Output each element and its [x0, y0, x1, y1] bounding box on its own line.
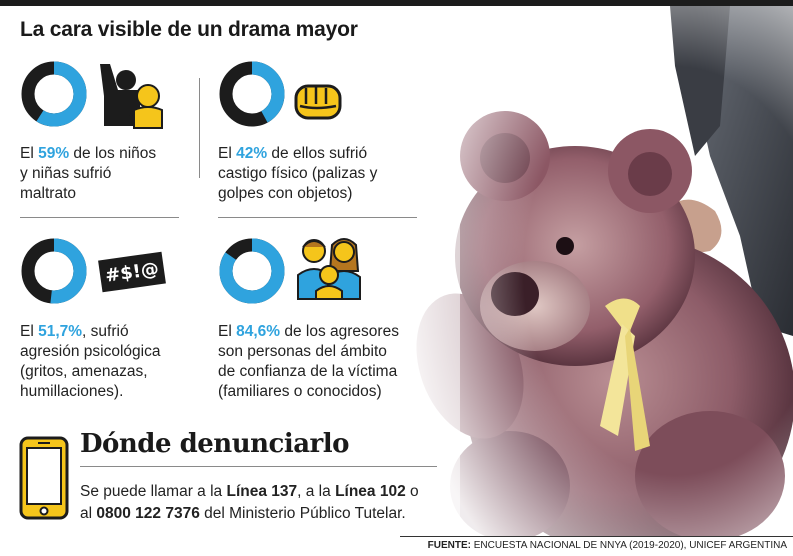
- stat-text: El 51,7%, sufrió agresión psicológica (gritos, amenazas, humillaciones).: [20, 323, 161, 400]
- horizontal-divider: [20, 217, 179, 218]
- donut-chart: [20, 237, 88, 305]
- hotline-0800: 0800 122 7376: [96, 505, 200, 522]
- teddy-bear-photo: [400, 6, 793, 536]
- fist-icon: [292, 80, 344, 124]
- family-icon: [294, 235, 364, 301]
- stat-text: El 59% de los niños y niñas sufrió maltrato: [20, 145, 157, 202]
- stat-text: El 84,6% de los agresores son personas del ámbito de confianza de la víctima (familiares o conocidos): [218, 323, 399, 400]
- stat-value: 42%: [236, 145, 268, 162]
- footer-rule: [400, 536, 793, 537]
- denuncia-rule: [80, 466, 437, 467]
- donut-chart: [218, 237, 286, 305]
- phone-icon: [19, 436, 69, 520]
- hotline-102: Línea 102: [335, 483, 406, 500]
- page-title: La cara visible de un drama mayor: [20, 18, 358, 41]
- donut-chart: [218, 60, 286, 128]
- denuncia-text: Se puede llamar a la Línea 137, a la Línea 102 o al 0800 122 7376 del Ministerio Público Tutelar.: [80, 483, 419, 522]
- hotline-137: Línea 137: [226, 483, 298, 500]
- source-footer: FUENTE: ENCUESTA NACIONAL DE NNYA (2019-2020), UNICEF ARGENTINA: [427, 540, 787, 551]
- stat-value: 51,7%: [38, 323, 83, 340]
- donut-chart: [20, 60, 88, 128]
- stat-value: 84,6%: [236, 323, 281, 340]
- stat-value: 59%: [38, 145, 70, 162]
- vertical-divider: [199, 78, 200, 178]
- abuse-icon: [96, 60, 166, 130]
- horizontal-divider: [218, 217, 417, 218]
- stat-text: El 42% de ellos sufrió castigo físico (palizas y golpes con objetos): [218, 145, 378, 202]
- swear-icon: #$!@: [98, 252, 166, 293]
- denuncia-heading: Dónde denunciarlo: [80, 429, 349, 459]
